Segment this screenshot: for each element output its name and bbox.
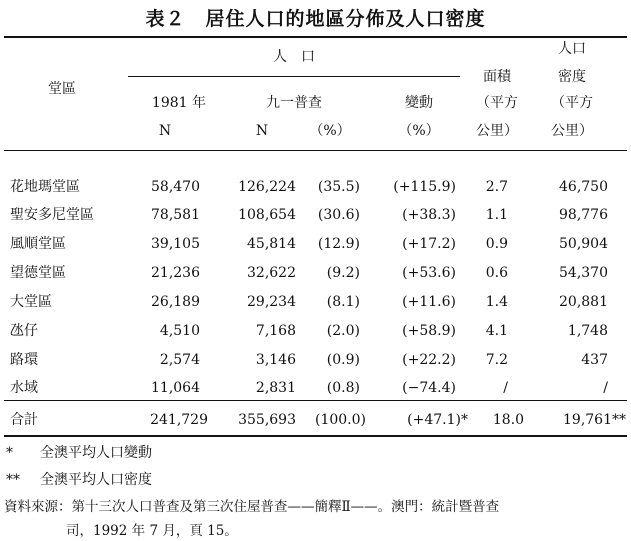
row-area: 7.2	[485, 352, 508, 368]
row-change: (−74.4)	[402, 380, 456, 396]
row-1981: 21,236	[151, 265, 200, 281]
header-rule	[4, 150, 627, 151]
header-change-unit: （%）	[398, 123, 440, 139]
row-1981: 2,574	[159, 352, 200, 368]
total-density: 19,761**	[563, 412, 626, 428]
row-change: (+17.2)	[402, 236, 456, 252]
row-area: 1.4	[485, 294, 508, 310]
row-density: 437	[581, 352, 608, 368]
row-density: 1,748	[567, 323, 608, 339]
row-name: 氹仔	[10, 323, 38, 339]
total-rule	[4, 400, 627, 401]
row-change: (+38.3)	[402, 207, 456, 223]
header-census-pct: （%）	[309, 123, 351, 139]
row-pct: (8.1)	[326, 294, 360, 310]
population-group-rule	[128, 76, 460, 77]
total-pct: (100.0)	[314, 412, 366, 428]
row-change: (+58.9)	[402, 323, 456, 339]
header-density1: 人口	[558, 41, 586, 57]
row-density: 46,750	[559, 179, 608, 195]
header-area-unit1: （平方	[476, 95, 518, 111]
footnote-2-text: 全澳平均人口密度	[40, 472, 152, 488]
bottom-rule	[4, 435, 627, 437]
row-density: 54,370	[559, 265, 608, 281]
row-n: 7,168	[255, 323, 296, 339]
header-population: 人 口	[273, 49, 315, 65]
total-change: (+47.1)*	[407, 412, 468, 428]
row-name: 風順堂區	[10, 236, 66, 252]
row-density: 50,904	[559, 236, 608, 252]
row-pct: (0.8)	[326, 380, 360, 396]
total-area: 18.0	[492, 412, 524, 428]
header-density2: 密度	[558, 69, 586, 85]
row-1981: 58,470	[151, 179, 200, 195]
row-density: 98,776	[559, 207, 608, 223]
row-pct: (30.6)	[317, 207, 360, 223]
total-1981: 241,729	[150, 412, 208, 428]
row-area: /	[503, 380, 508, 396]
footnote-2-mark: **	[6, 472, 20, 488]
row-name: 聖安多尼堂區	[10, 207, 94, 223]
header-census-n: N	[255, 123, 269, 139]
header-change: 變動	[405, 95, 433, 111]
header-density-unit2: 公里）	[551, 123, 593, 139]
header-1981: 1981 年	[151, 95, 206, 111]
source-line-1: 資料來源：第十三次人口普查及第三次住屋普查——簡釋Ⅱ——。澳門：統計暨普查	[4, 499, 500, 515]
row-area: 0.6	[485, 265, 508, 281]
header-1981-unit: N	[158, 123, 172, 139]
header-census: 九一普查	[266, 95, 322, 111]
row-pct: (9.2)	[326, 265, 360, 281]
header-area-unit2: 公里）	[476, 123, 518, 139]
footnote-1-mark: *	[6, 445, 13, 461]
source-line-2: 司，1992 年 7 月，頁 15。	[66, 523, 238, 539]
row-n: 29,234	[247, 294, 296, 310]
row-change: (+53.6)	[402, 265, 456, 281]
table-title: 表２ 居住人口的地區分佈及人口密度	[145, 8, 486, 30]
row-area: 0.9	[485, 236, 508, 252]
row-name: 望德堂區	[10, 265, 66, 281]
row-1981: 78,581	[151, 207, 200, 223]
row-n: 45,814	[247, 236, 296, 252]
row-pct: (12.9)	[317, 236, 360, 252]
row-name: 路環	[10, 352, 38, 368]
row-change: (+115.9)	[393, 179, 456, 195]
row-density: /	[603, 380, 608, 396]
row-area: 2.7	[485, 179, 508, 195]
top-rule	[4, 36, 627, 38]
header-area: 堂區	[48, 81, 76, 97]
row-name: 大堂區	[10, 294, 52, 310]
row-name: 水域	[10, 380, 38, 396]
row-density: 20,881	[559, 294, 608, 310]
row-area: 1.1	[485, 207, 508, 223]
total-n: 355,693	[238, 412, 296, 428]
header-area-size: 面積	[483, 69, 511, 85]
row-n: 108,654	[238, 207, 296, 223]
header-density-unit1: （平方	[551, 95, 593, 111]
row-1981: 4,510	[159, 323, 200, 339]
row-n: 32,622	[247, 265, 296, 281]
footnote-1	[6, 444, 152, 462]
row-n: 3,146	[255, 352, 296, 368]
row-change: (+22.2)	[402, 352, 456, 368]
row-pct: (35.5)	[317, 179, 360, 195]
row-change: (+11.6)	[402, 294, 456, 310]
footnote-1-text: 全澳平均人口變動	[40, 445, 152, 461]
footnote-2	[6, 471, 152, 489]
row-area: 4.1	[485, 323, 508, 339]
total-name: 合計	[10, 412, 38, 428]
row-pct: (0.9)	[326, 352, 360, 368]
row-1981: 11,064	[151, 380, 200, 396]
row-1981: 26,189	[151, 294, 200, 310]
row-n: 2,831	[255, 380, 296, 396]
row-1981: 39,105	[151, 236, 200, 252]
row-name: 花地瑪堂區	[10, 179, 80, 195]
row-n: 126,224	[238, 179, 296, 195]
row-pct: (2.0)	[326, 323, 360, 339]
